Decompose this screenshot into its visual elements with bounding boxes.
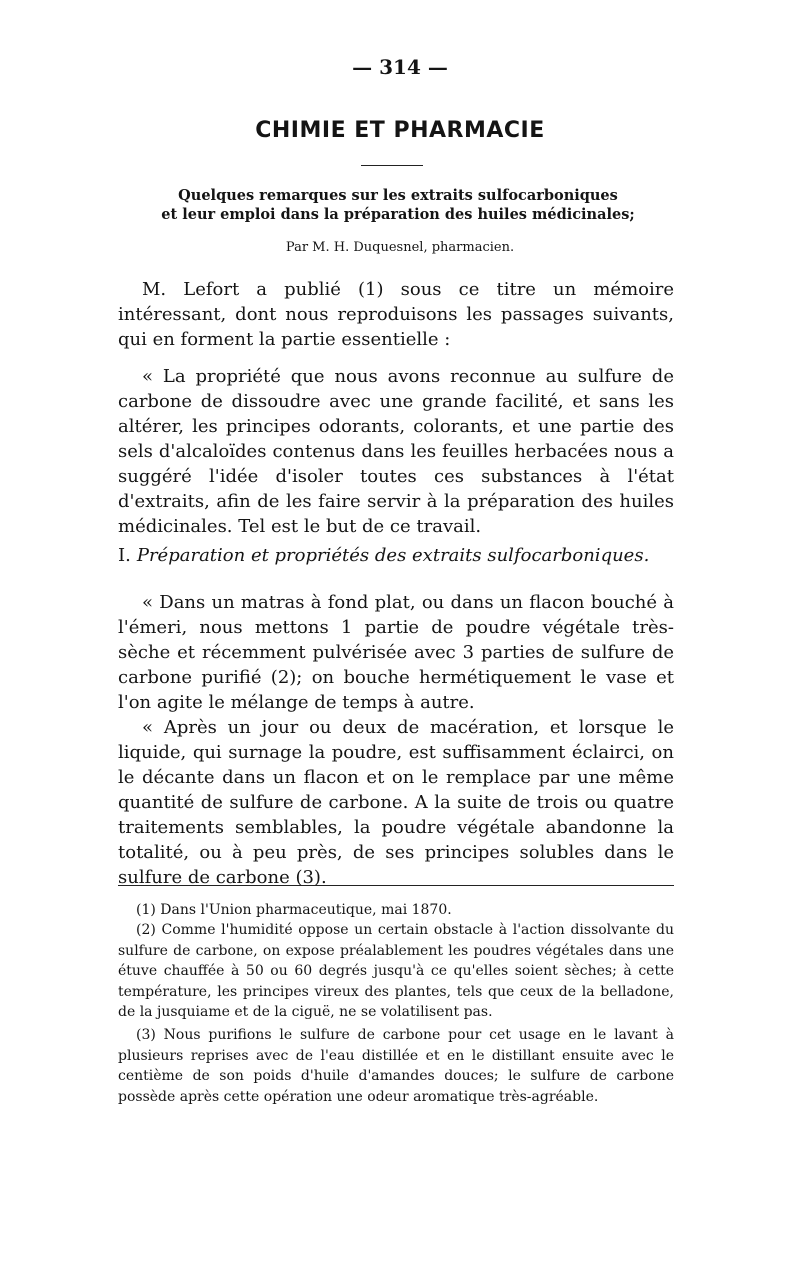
paragraph-text: M. Lefort a publié (1) sous ce titre un mémoire intéressant, dont nous reproduisons les passages suivants, qui en forment la partie essentielle : [118,279,674,350]
paragraph-text: « Après un jour ou deux de macération, et lorsque le liquide, qui surnage la poudre, est suffisamment éclairci, on le décante dans un flacon et on le remplace par une même quantité de sulfure de carbone. A la suite de trois ou quatre traitements semblables, la poudre végétale abandonne la totalité, ou à peu près, de ses principes solubles dans le sulfure de carbone (3). [118,717,674,888]
footnote-divider [118,885,674,886]
footnote-text: (2) Comme l'humidité oppose un certain obstacle à l'action dissolvante du sulfure de carbone, on expose préalablement les poudres végétales dans une étuve chauffée à 50 ou 60 degrés jusqu'à ce qu'elles soient sèches; à cette température, les principes vireux des plantes, tels que ceux de la belladone, de la jusquiame et de la ciguë, ne se volatilisent pas. [118,922,674,1020]
article-title [118,186,678,224]
article-title-line2: et leur emploi dans la préparation des huiles médicinales; [161,206,635,223]
title-divider [361,165,423,166]
subsection-title: Préparation et propriétés des extraits sulfocarboniques. [136,545,650,566]
article-byline: Par M. H. Duquesnel, pharmacien. [285,240,515,255]
subsection-number: I. [118,545,131,566]
subsection-heading [118,543,674,568]
paragraph-intro [118,277,674,352]
footnote-text: (1) Dans l'Union pharmaceutique, mai 1870. [136,902,452,918]
paragraph-text: « Dans un matras à fond plat, ou dans un flacon bouché à l'émeri, nous mettons 1 partie de poudre végétale très-sèche et récemment pulvérisée avec 3 parties de sulfure de carbone purifié (2); on bouche hermétiquement le vase et l'on agite le mélange de temps à autre. [118,592,674,713]
paragraph-quote-1 [118,364,674,539]
paragraph-quote-3 [118,715,674,890]
footnote-3 [118,1025,674,1107]
footnote-2 [118,920,674,1023]
paragraph-text: « La propriété que nous avons reconnue au sulfure de carbone de dissoudre avec une grande facilité, et sans les altérer, les principes odorants, colorants, et une partie des sels d'alcaloïdes contenus dans les feuilles herbacées nous a suggéré l'idée d'isoler toutes ces substances à l'état d'extraits, afin de les faire servir à la préparation des huiles médicinales. Tel est le but de ce travail. [118,366,674,537]
page-number: — 314 — [352,55,448,79]
section-title: CHIMIE ET PHARMACIE [255,118,545,143]
article-title-line1: Quelques remarques sur les extraits sulfocarboniques [178,187,618,204]
footnote-1 [118,900,674,921]
footnote-text: (3) Nous purifions le sulfure de carbone pour cet usage en le lavant à plusieurs reprises avec de l'eau distillée et en le distillant ensuite avec le centième de son poids d'huile d'amandes douces; le sulfure de carbone possède après cette opération une odeur aromatique très-agréable. [118,1027,674,1105]
paragraph-quote-2 [118,590,674,715]
